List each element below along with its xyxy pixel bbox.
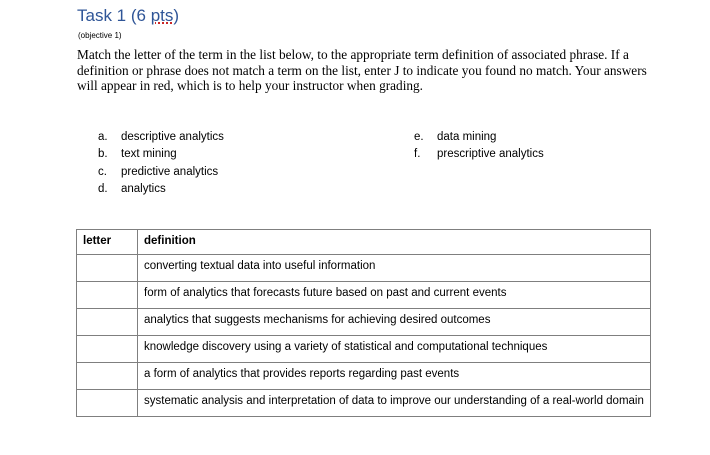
instructions-paragraph: Match the letter of the term in the list below, to the appropriate term definition of associated phrase. If a definition or phrase does not match a term on the list, enter J to indicate you found no match. Your answers will appear in red, which is to help your instructor when grading. [77,47,647,93]
definition-cell: knowledge discovery using a variety of statistical and computational techniques [138,336,651,363]
title-prefix: Task 1 (6 [77,6,151,25]
task-title [77,6,179,26]
terms-list-left [98,128,224,198]
term-item-c [98,163,224,181]
table-row [77,363,651,390]
term-item-e [414,128,544,146]
answer-table [76,229,651,417]
term-letter: d. [98,183,108,196]
table-row [77,336,651,363]
letter-answer-cell[interactable] [77,255,138,282]
definition-cell: form of analytics that forecasts future based on past and current events [138,282,651,309]
term-letter: a. [98,130,108,143]
term-letter: e. [414,130,424,143]
letter-answer-cell[interactable] [77,390,138,417]
term-item-a [98,128,224,146]
letter-answer-cell[interactable] [77,336,138,363]
definition-cell: systematic analysis and interpretation of data to improve our understanding of a real-world domain [138,390,651,417]
objective-label: (objective 1) [78,31,122,40]
table-row [77,282,651,309]
term-text: analytics [121,183,166,196]
letter-answer-cell[interactable] [77,363,138,390]
definition-cell: converting textual data into useful information [138,255,651,282]
table-row [77,309,651,336]
term-item-f [414,146,544,164]
table-row [77,390,651,417]
definition-cell: analytics that suggests mechanisms for achieving desired outcomes [138,309,651,336]
definition-column-header: definition [138,230,651,255]
terms-list-right [414,128,544,163]
letter-answer-cell[interactable] [77,309,138,336]
term-letter: b. [98,148,108,161]
term-text: descriptive analytics [121,130,224,143]
definition-cell: a form of analytics that provides reports regarding past events [138,363,651,390]
term-letter: c. [98,165,107,178]
letter-answer-cell[interactable] [77,282,138,309]
letter-column-header: letter [77,230,138,255]
term-item-b [98,146,224,164]
term-text: text mining [121,148,177,161]
term-text: predictive analytics [121,165,219,178]
term-item-d [98,181,224,199]
term-text: prescriptive analytics [437,148,544,161]
title-pts: pts [150,6,174,25]
term-letter: f. [414,148,421,161]
table-row [77,255,651,282]
table-header-row [77,230,651,255]
title-suffix: ) [173,6,180,25]
term-text: data mining [437,130,497,143]
